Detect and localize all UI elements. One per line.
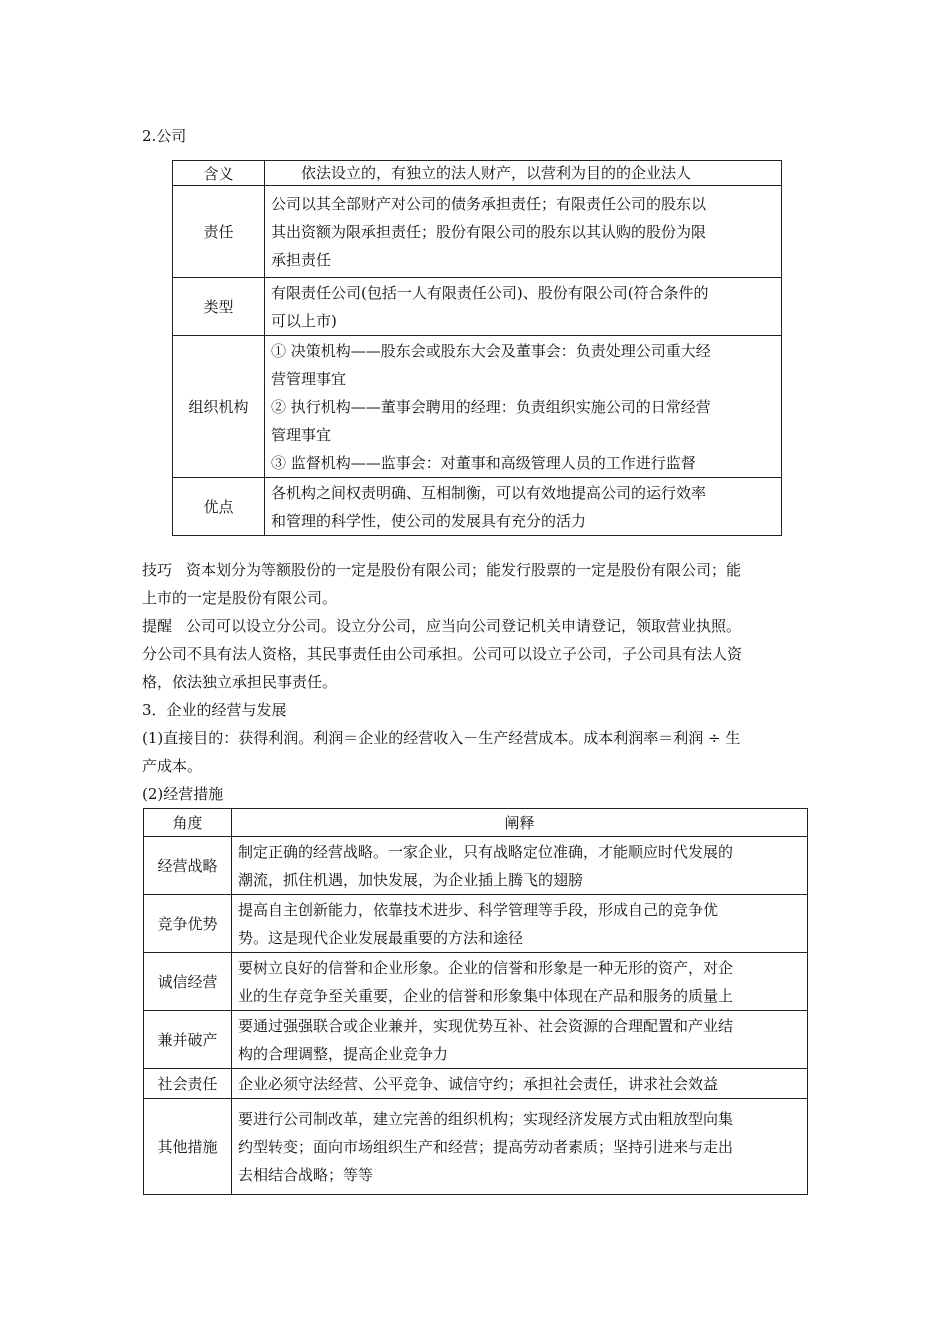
company-value-line: 营管理事宜	[271, 369, 347, 388]
tip-label: 技巧	[142, 561, 173, 579]
company-value-line: 和管理的科学性，使公司的发展具有充分的活力	[271, 511, 587, 530]
measures-row	[144, 1069, 808, 1099]
company-value-line: 管理事宜	[271, 425, 332, 444]
company-value-line: ③ 监督机构——监事会：对董事和高级管理人员的工作进行监督	[271, 453, 696, 472]
tip-paragraph	[142, 556, 814, 612]
company-value-line: 其出资额为限承担责任；股份有限公司的股东以其认购的股份为限	[271, 222, 707, 241]
company-table	[172, 160, 782, 536]
company-row-liability	[173, 186, 782, 278]
measures-value-cell	[232, 953, 808, 1011]
company-row-meaning	[173, 161, 782, 186]
reminder-paragraph	[142, 612, 814, 696]
company-key-cell: 类型	[173, 278, 265, 336]
measures-value-cell	[232, 1099, 808, 1195]
measures-header-key: 角度	[144, 809, 232, 837]
company-value-line: 依法设立的，有独立的法人财产，以营利为目的的企业法人	[271, 164, 692, 182]
measures-key-cell: 经营战略	[144, 837, 232, 895]
measures-row	[144, 1099, 808, 1195]
company-value-line: 可以上市)	[271, 311, 337, 330]
measures-value-line: 要进行公司制改革，建立完善的组织机构；实现经济发展方式由粗放型向集	[238, 1109, 734, 1128]
measures-row	[144, 895, 808, 953]
measures-row	[144, 837, 808, 895]
measures-header-row	[144, 809, 808, 837]
company-value-line: 公司以其全部财产对公司的债务承担责任；有限责任公司的股东以	[271, 194, 707, 213]
company-row-organization	[173, 336, 782, 478]
tip-text: 资本划分为等额股份的一定是股份有限公司；能发行股票的一定是股份有限公司；能	[186, 561, 742, 579]
measures-key-cell: 其他措施	[144, 1099, 232, 1195]
measures-value-line: 约型转变；面向市场组织生产和经营；提高劳动者素质；坚持引进来与走出	[238, 1137, 734, 1156]
measures-value-line: 要树立良好的信誉和企业形象。企业的信誉和形象是一种无形的资产，对企	[238, 958, 734, 977]
measures-value-line: 势。这是现代企业发展最重要的方法和途径	[238, 928, 524, 947]
company-value-line: 承担责任	[271, 250, 332, 269]
section-3-point-2: (2)经营措施	[142, 785, 224, 803]
measures-value-line: 去相结合战略；等等	[238, 1165, 374, 1184]
company-row-type	[173, 278, 782, 336]
company-value-line: ① 决策机构——股东会或股东大会及董事会：负责处理公司重大经	[271, 341, 711, 360]
company-key-cell: 优点	[173, 478, 265, 536]
company-key-cell: 组织机构	[173, 336, 265, 478]
company-value-cell	[265, 186, 782, 278]
measures-row	[144, 953, 808, 1011]
section-3	[142, 696, 814, 808]
measures-value-cell	[232, 837, 808, 895]
section-3-title: 3．企业的经营与发展	[142, 701, 287, 719]
company-value-cell	[265, 161, 782, 186]
company-key-cell: 含义	[173, 161, 265, 186]
measures-value-line: 潮流，抓住机遇，加快发展，为企业插上腾飞的翅膀	[238, 870, 584, 889]
section-3-point-1: (1)直接目的：获得利润。利润＝企业的经营收入－生产经营成本。成本利润率＝利润 ÷ 生	[142, 729, 741, 747]
section-3-point-1: 产成本。	[142, 757, 203, 775]
tip-text: 上市的一定是股份有限公司。	[142, 589, 338, 607]
company-value-cell	[265, 336, 782, 478]
measures-value-line: 构的合理调整，提高企业竞争力	[238, 1044, 449, 1063]
measures-key-cell: 诚信经营	[144, 953, 232, 1011]
company-value-cell	[265, 278, 782, 336]
company-value-line: 有限责任公司(包括一人有限责任公司)、股份有限公司(符合条件的	[271, 283, 709, 302]
company-row-advantage	[173, 478, 782, 536]
reminder-text: 分公司不具有法人资格，其民事责任由公司承担。公司可以设立子公司，子公司具有法人资	[142, 645, 743, 663]
measures-value-line: 提高自主创新能力，依靠技术进步、科学管理等手段，形成自己的竞争优	[238, 900, 719, 919]
measures-key-cell: 兼并破产	[144, 1011, 232, 1069]
measures-value-line: 企业必须守法经营、公平竞争、诚信守约；承担社会责任，讲求社会效益	[238, 1074, 719, 1093]
section-2-title: 2.公司	[142, 127, 187, 145]
measures-value-line: 制定正确的经营战略。一家企业，只有战略定位准确，才能顺应时代发展的	[238, 842, 734, 861]
company-value-cell	[265, 478, 782, 536]
measures-key-cell: 社会责任	[144, 1069, 232, 1099]
company-value-line: 各机构之间权责明确、互相制衡，可以有效地提高公司的运行效率	[271, 483, 707, 502]
reminder-label: 提醒	[142, 617, 173, 635]
measures-table	[143, 808, 808, 1195]
company-value-line: ② 执行机构——董事会聘用的经理：负责组织实施公司的日常经营	[271, 397, 711, 416]
measures-value-cell	[232, 895, 808, 953]
measures-value-cell	[232, 1011, 808, 1069]
measures-value-line: 要通过强强联合或企业兼并，实现优势互补、社会资源的合理配置和产业结	[238, 1016, 734, 1035]
measures-header-value: 阐释	[232, 809, 808, 837]
reminder-text: 公司可以设立分公司。设立分公司，应当向公司登记机关申请登记，领取营业执照。	[186, 617, 742, 635]
measures-value-line: 业的生存竞争至关重要，企业的信誉和形象集中体现在产品和服务的质量上	[238, 986, 734, 1005]
measures-row	[144, 1011, 808, 1069]
reminder-text: 格，依法独立承担民事责任。	[142, 673, 338, 691]
company-key-cell: 责任	[173, 186, 265, 278]
measures-value-cell	[232, 1069, 808, 1099]
measures-key-cell: 竞争优势	[144, 895, 232, 953]
